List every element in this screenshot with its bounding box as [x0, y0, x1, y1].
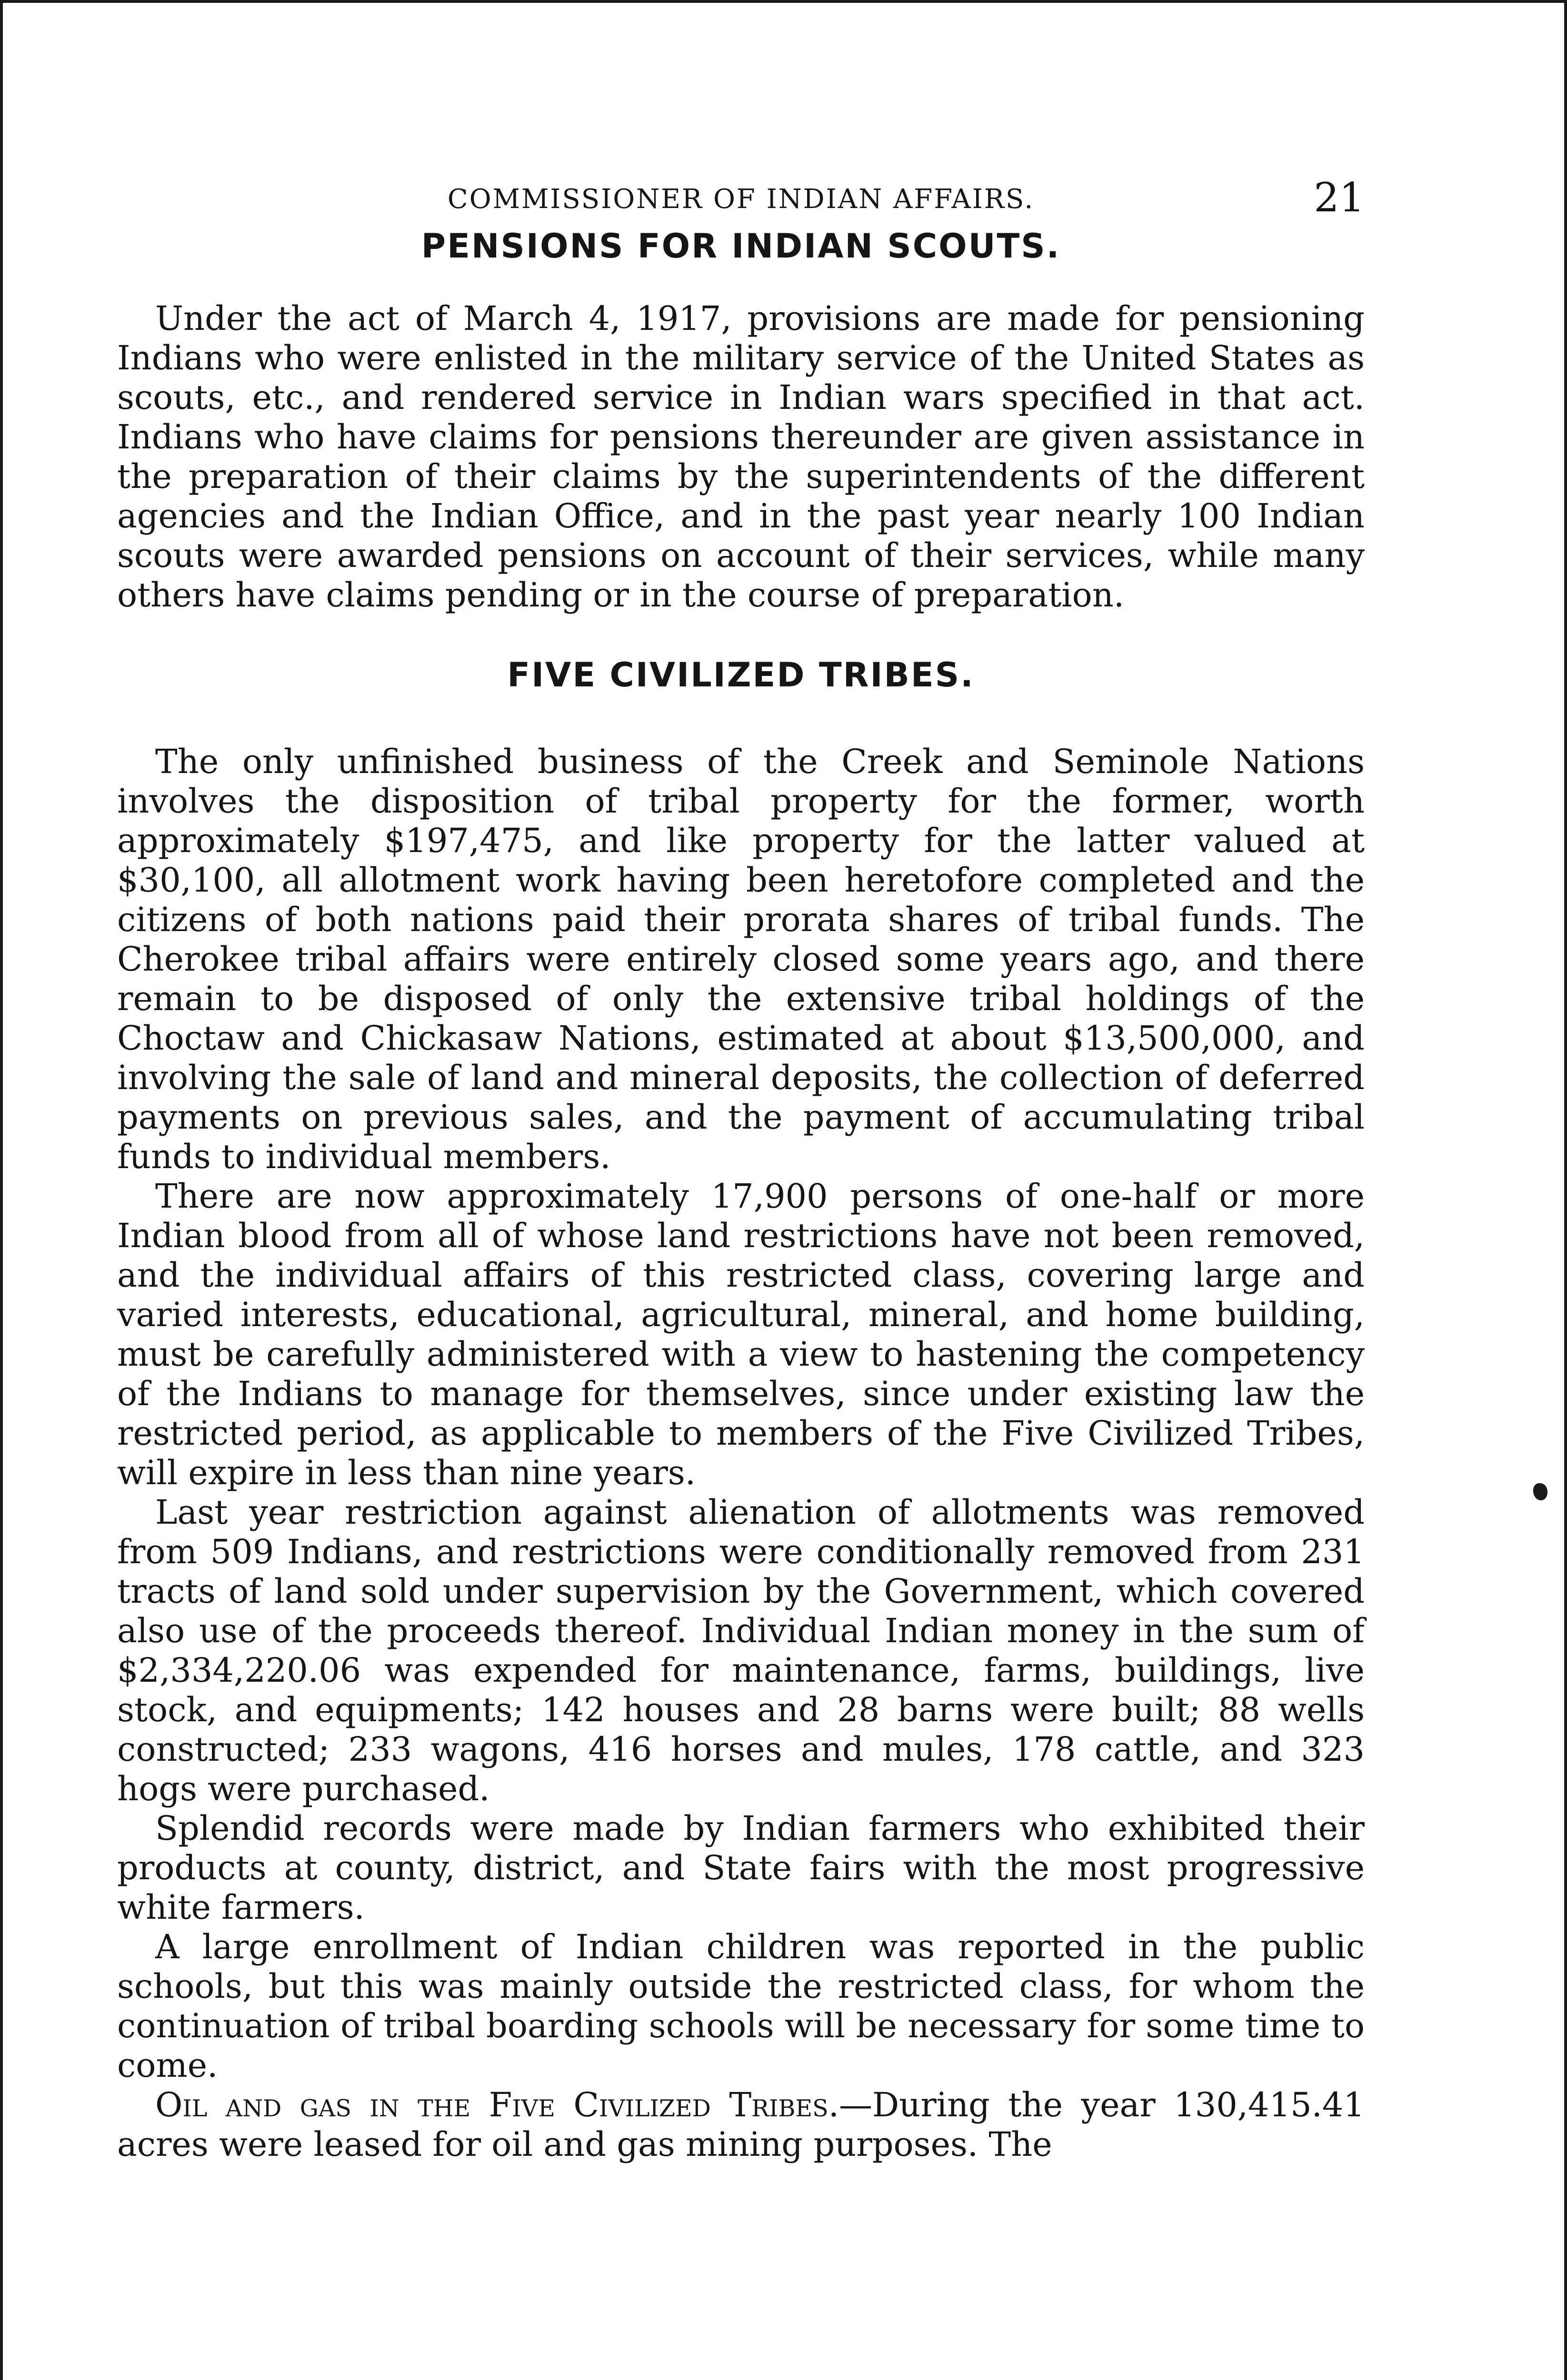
- paragraph-unfinished-business: The only unfinished business of the Creek and Seminole Nations involves the disposition of tribal property for the former, worth approximately $197,475, and like property for the latter valued at $30,100, all allotment work having been heretofore completed and the citizens of both nations paid their prorata shares of tribal funds. The Cherokee tribal affairs were entirely closed some years ago, and there remain to be disposed of only the extensive tribal holdings of the Choctaw and Chickasaw Nations, estimated at about $13,500,000, and involving the sale of land and mineral deposits, the collection of deferred payments on previous sales, and the payment of accumulating tribal funds to individual members.: [117, 742, 1365, 1176]
- oil-gas-text: —During the year 130,415.41 acres were leased for oil and gas mining purposes. The: [117, 2085, 1365, 2164]
- oil-gas-lead-in: Oil and gas in the Five Civilized Tribes.: [155, 2085, 839, 2124]
- paragraph-school-enrollment: A large enrollment of Indian children was reported in the public schools, but this was mainly outside the restricted class, for whom the continuation of tribal boarding schools will be necessary for some time to come.: [117, 1927, 1365, 2085]
- section-heading-pensions: PENSIONS FOR INDIAN SCOUTS.: [421, 227, 1061, 266]
- page-number: 21: [1314, 174, 1365, 221]
- paragraph-oil-and-gas: [117, 2085, 1365, 2164]
- section-heading-five-civilized-tribes: FIVE CIVILIZED TRIBES.: [507, 655, 975, 694]
- running-head: [117, 165, 1365, 222]
- ink-blot: [1533, 1483, 1547, 1500]
- running-title: COMMISSIONER OF INDIAN AFFAIRS.: [447, 184, 1035, 215]
- paragraph-farm-records: Splendid records were made by Indian farmers who exhibited their products at county, district, and State fairs with the most progressive white farmers.: [117, 1809, 1365, 1927]
- paragraph-pensions: Under the act of March 4, 1917, provisions are made for pensioning Indians who were enlisted in the military service of the United States as scouts, etc., and rendered service in Indian wars specified in that act. Indians who have claims for pensions thereunder are given assistance in the preparation of their claims by the superintendents of the different agencies and the Indian Office, and in the past year nearly 100 Indian scouts were awarded pensions on account of their services, while many others have claims pending or in the course of preparation.: [117, 299, 1365, 615]
- paragraph-restricted-class: There are now approximately 17,900 persons of one-half or more Indian blood from all of whose land restrictions have not been removed, and the individual affairs of this restricted class, covering large and varied interests, educational, agricultural, mineral, and home building, must be carefully administered with a view to hastening the competency of the Indians to manage for themselves, since under existing law the restricted period, as applicable to members of the Five Civilized Tribes, will expire in less than nine years.: [117, 1177, 1365, 1492]
- paragraph-restrictions-removed: Last year restriction against alienation of allotments was removed from 509 Indians, and restrictions were conditionally removed from 231 tracts of land sold under supervision by the Government, which covered also use of the proceeds thereof. Individual Indian money in the sum of $2,334,220.06 was expended for maintenance, farms, buildings, live stock, and equipments; 142 houses and 28 barns were built; 88 wells constructed; 233 wagons, 416 horses and mules, 178 cattle, and 323 hogs were purchased.: [117, 1493, 1365, 1808]
- page-content: [117, 165, 1365, 2164]
